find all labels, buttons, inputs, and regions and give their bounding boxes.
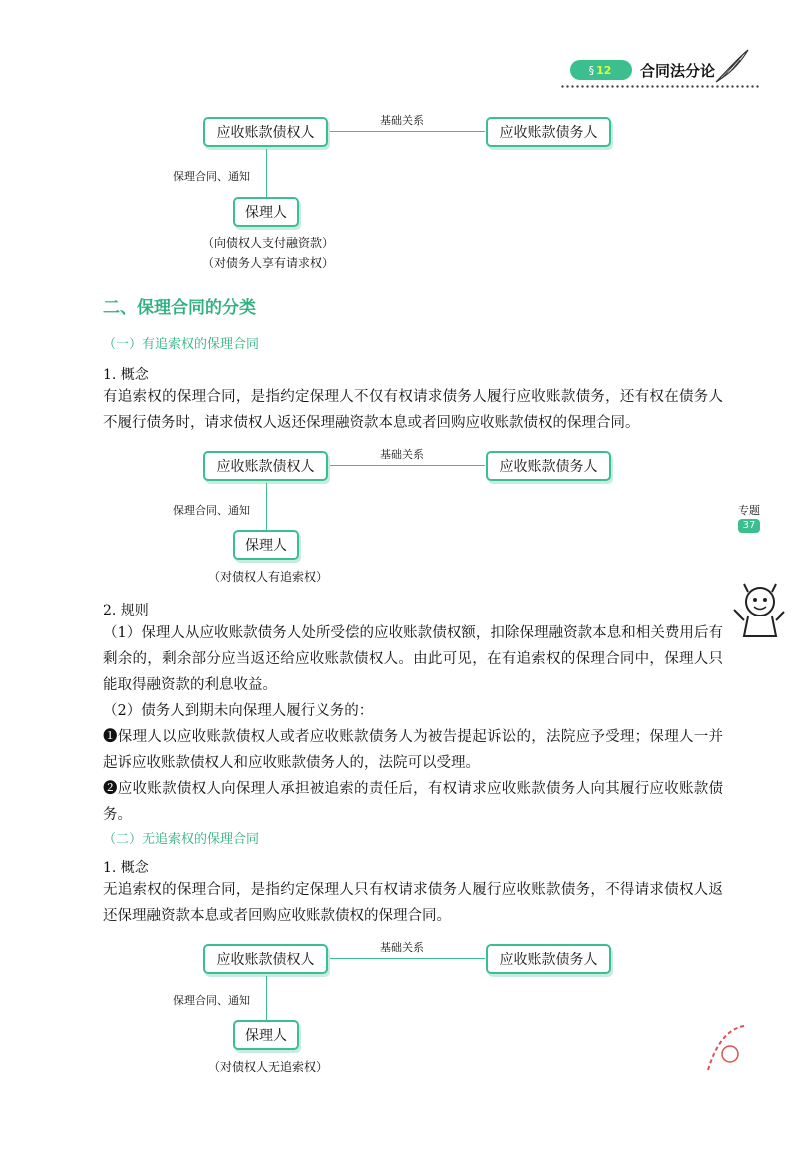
chapter-number: 12 — [596, 63, 612, 77]
chapter-tab-prefix: § — [588, 63, 595, 77]
creditor-box: 应收账款债权人 — [203, 451, 328, 481]
link-line — [266, 976, 267, 1020]
relation-label: 基础关系 — [380, 114, 424, 127]
concept-paragraph: 有追索权的保理合同，是指约定保理人不仅有权请求债务人履行应收账款债务，还有权在债务人不履行债务时，请求债权人返还保理融资款本息或者回购应收账款债权的保理合同。 — [103, 389, 723, 431]
quill-icon — [712, 46, 752, 86]
relation-line — [330, 958, 485, 959]
relation-label: 基础关系 — [380, 448, 424, 461]
factor-box: 保理人 — [233, 530, 299, 560]
section-title: 二、保理合同的分类 — [103, 298, 256, 318]
subsection-title-nonrecourse: （二）无追索权的保理合同 — [103, 832, 260, 847]
topic-number: 37 — [738, 519, 760, 533]
factor-note: （对债权人无追索权） — [207, 1060, 328, 1074]
creditor-box: 应收账款债权人 — [203, 117, 328, 147]
relation-line — [330, 465, 485, 466]
relation-label: 基础关系 — [380, 941, 424, 954]
chapter-tab — [570, 60, 632, 80]
rule-heading: 2. 规则 — [103, 603, 149, 619]
rule-paragraph-1: （1）保理人从应收账款债务人处所受偿的应收账款债权额，扣除保理融资款本息和相关费用后有剩余的，剩余部分应当返还给应收账款债权人。由此可见，在有追索权的保理合同中，保理人只能取得融资款的利息收益。 — [103, 625, 723, 693]
factor-note: （对债权人有追索权） — [207, 570, 328, 584]
link-label: 保理合同、通知 — [173, 504, 250, 517]
running-header-title: 合同法分论 — [640, 62, 716, 80]
rule-paragraph-2: （2）债务人到期未向保理人履行义务的： — [103, 703, 374, 719]
relation-line — [330, 131, 485, 132]
concept-paragraph-2: 无追索权的保理合同，是指约定保理人只有权请求债务人履行应收账款债务，不得请求债权人返还保理融资款本息或者回购应收账款债权的保理合同。 — [103, 882, 723, 924]
link-label: 保理合同、通知 — [173, 994, 250, 1007]
concept-heading-2: 1. 概念 — [103, 860, 149, 876]
link-label: 保理合同、通知 — [173, 170, 250, 183]
factor-note-1: （向债权人支付融资款） — [201, 236, 334, 250]
debtor-box: 应收账款债务人 — [486, 451, 611, 481]
header-divider — [560, 85, 760, 88]
subsection-title-recourse: （一）有追索权的保理合同 — [103, 337, 260, 352]
topic-label: 专题 — [738, 504, 760, 517]
rule-paragraph-3: ❶保理人以应收账款债权人或者应收账款债务人为被告提起诉讼的，法院应予受理；保理人一并起诉应收账款债权人和应收账款债务人的，法院可以受理。 — [103, 729, 723, 771]
factor-note-2: （对债务人享有请求权） — [201, 256, 334, 270]
debtor-box: 应收账款债务人 — [486, 944, 611, 974]
factor-box: 保理人 — [233, 197, 299, 227]
seal-stamp-icon — [700, 1020, 750, 1080]
link-line — [266, 149, 267, 197]
factor-box: 保理人 — [233, 1020, 299, 1050]
creditor-box: 应收账款债权人 — [203, 944, 328, 974]
concept-heading: 1. 概念 — [103, 367, 149, 383]
mascot-icon — [730, 580, 790, 640]
rule-paragraph-4: ❷应收账款债权人向保理人承担被追索的责任后，有权请求应收账款债务人向其履行应收账款债务。 — [103, 781, 723, 823]
topic-side-tab — [738, 505, 760, 533]
debtor-box: 应收账款债务人 — [486, 117, 611, 147]
link-line — [266, 483, 267, 531]
